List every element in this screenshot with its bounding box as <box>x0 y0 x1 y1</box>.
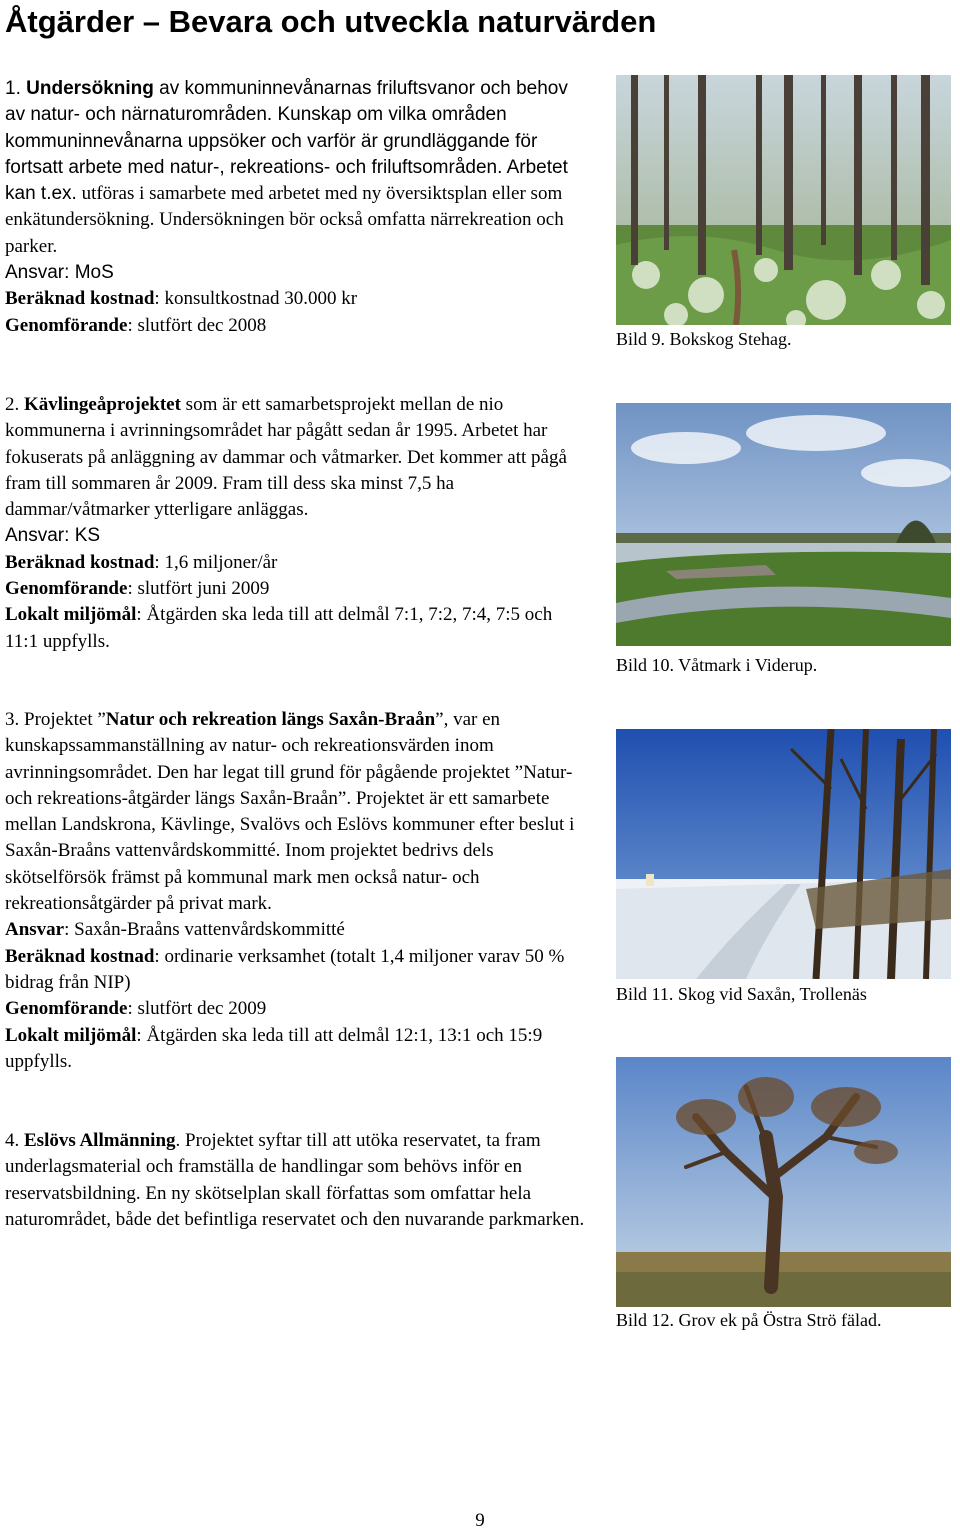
section-2-miljomal: Lokalt miljömål: Åtgärden ska leda till att delmål 7:1, 7:2, 7:4, 7:5 och 11:1 uppfylls. <box>5 604 553 652</box>
section-3-kostnad: Beräknad kostnad: ordinarie verksamhet (totalt 1,4 miljoner varav 50 % bidrag från NIP) <box>5 945 565 993</box>
photo-vatmark <box>616 403 951 646</box>
photo-bokskog <box>616 75 951 325</box>
section-3-ansvar: Ansvar: Saxån-Braåns vattenvårdskommitté <box>5 919 345 941</box>
section-4-name: Eslövs Allmänning <box>24 1130 176 1151</box>
page-number: 9 <box>475 1510 485 1531</box>
section-3-genomforande: Genomförande: slutfört dec 2009 <box>5 998 267 1020</box>
section-3-name: Natur och rekreation längs Saxån-Braån <box>105 709 436 730</box>
caption-bild-9: Bild 9. Bokskog Stehag. <box>616 329 792 349</box>
section-1-genomforande: Genomförande: slutfört dec 2008 <box>5 314 267 336</box>
section-eslovs-allmanning <box>5 1128 585 1233</box>
section-2-genomforande: Genomförande: slutfört juni 2009 <box>5 578 270 600</box>
caption-bild-10: Bild 10. Våtmark i Viderup. <box>616 655 818 675</box>
section-natur-och-rekreation <box>5 707 585 1075</box>
section-1-ansvar: Ansvar: MoS <box>5 262 114 284</box>
section-1-body: 1. Undersökning av kommuninnevånarnas friluftsvanor och behov av natur- och närnaturområden. Kunskap om vilka områden kommuninnevånarna uppsöker och varför är grundläggande för fortsatt arbete med natur-, rekreations- och friluftsområden. Arbetet kan t.ex. utföras i samarbete med arbetet med ny översiktsplan eller som enkätundersökning. Undersökningen bör också omfatta närrekreation och parker. <box>5 78 568 257</box>
photo-skog-saxan <box>616 729 951 979</box>
page-title: Åtgärder – Bevara och utveckla naturvärden <box>5 4 657 39</box>
caption-bild-11: Bild 11. Skog vid Saxån, Trollenäs <box>616 984 867 1004</box>
section-2-name: Kävlingeåprojektet <box>24 394 181 415</box>
section-undersokning <box>5 76 585 339</box>
section-1-kostnad: Beräknad kostnad: konsultkostnad 30.000 kr <box>5 288 358 310</box>
section-2-ansvar: Ansvar: KS <box>5 525 101 547</box>
section-3-body: 3. Projektet ”Natur och rekreation längs Saxån-Braån”, var en kunskapssammanställning av natur- och rekreationsvärden inom avrinningsområdet. Den har legat till grund för pågående projektet ”Natur- och rekreations-åtgärder längs Saxån-Braån”. Projektet är ett samarbete mellan Landskrona, Kävlinge, Svalövs och Eslövs kommuner efter beslut i Saxån-Braåns vattenvårdskommitté. Inom projektet bedrivs dels skötselförsök främst på kommunal mark men också natur- och rekreationsåtgärder på privat mark. <box>5 709 575 915</box>
section-kavlingeaprojektet <box>5 392 585 655</box>
photo-grov-ek <box>616 1057 951 1307</box>
caption-bild-12: Bild 12. Grov ek på Östra Strö fälad. <box>616 1310 882 1330</box>
section-2-body: 2. Kävlingeåprojektet som är ett samarbetsprojekt mellan de nio kommunerna i avrinningsområdet har pågått sedan år 1995. Arbetet har fokuserats på anläggning av dammar och våtmarker. Det kommer att pågå fram till sommaren år 2009. Fram till dess ska minst 7,5 ha dammar/våtmarker ytterligare anläggas. <box>5 394 567 521</box>
section-2-kostnad: Beräknad kostnad: 1,6 miljoner/år <box>5 551 278 573</box>
section-4-body: 4. Eslövs Allmänning. Projektet syftar till att utöka reservatet, ta fram underlagsmaterial och framställa de handlingar som behövs inför en reservatsbildning. En ny skötselplan skall författas som omfattar hela naturområdet, både det befintliga reservatet och den nuvarande parkmarken. <box>5 1130 585 1230</box>
section-1-name: Undersökning <box>26 78 154 99</box>
section-3-miljomal: Lokalt miljömål: Åtgärden ska leda till att delmål 12:1, 13:1 och 15:9 uppfylls. <box>5 1024 543 1072</box>
